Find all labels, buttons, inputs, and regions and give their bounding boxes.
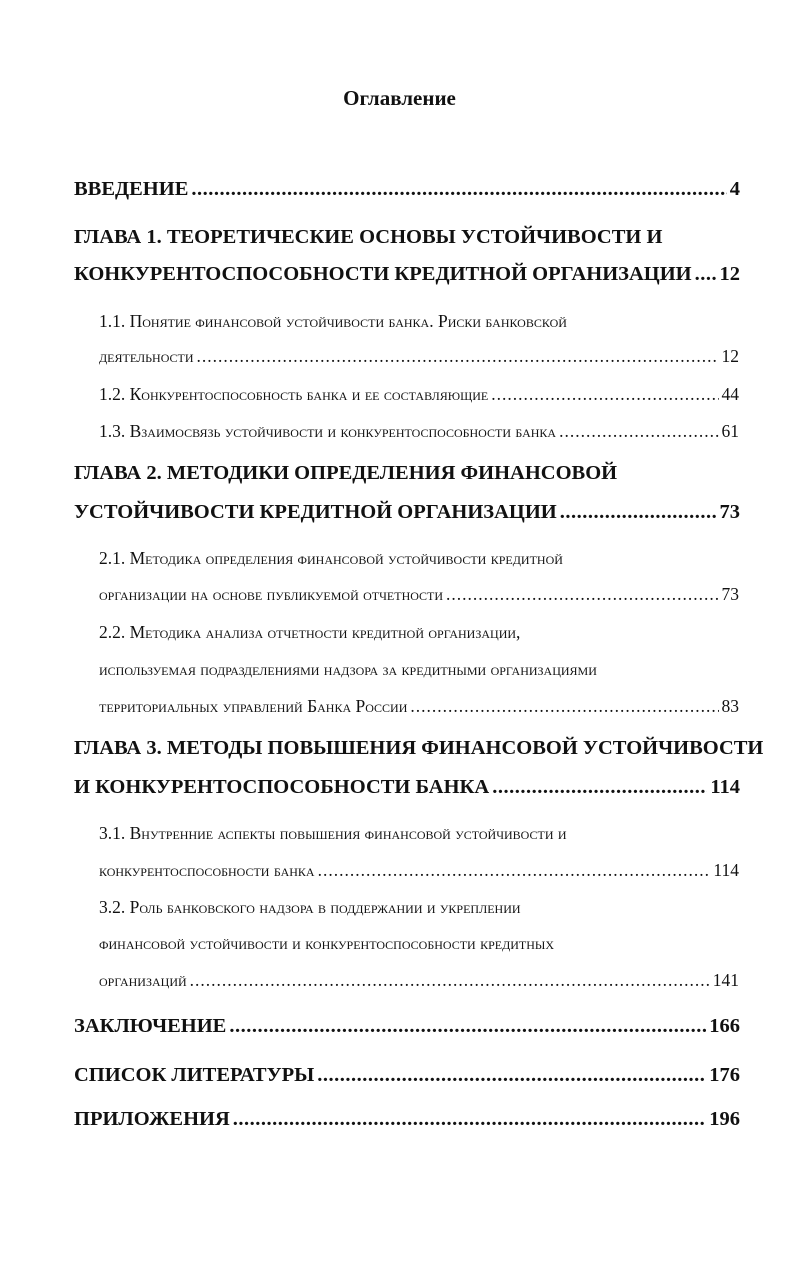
toc-entry-label: 1.3. Взаимосвязь устойчивости и конкурентоспособности банка	[99, 421, 557, 441]
toc-section-3-2-line-3[interactable]	[99, 970, 739, 991]
toc-entry-label: организации на основе публикуемой отчетности	[99, 584, 444, 604]
toc-entry-label: 1.2. Конкурентоспособность банка и ее составляющие	[99, 384, 489, 404]
toc-page-number: 176	[709, 1064, 740, 1086]
toc-page-number: 73	[719, 501, 740, 523]
dot-leader	[197, 346, 719, 367]
toc-chapter-3-line-2[interactable]	[74, 776, 740, 799]
toc-entry-label: И КОНКУРЕНТОСПОСОБНОСТИ БАНКА	[74, 776, 490, 798]
toc-section-3-2-line-2[interactable]	[99, 933, 739, 954]
toc-entry-appendices[interactable]	[74, 1108, 740, 1131]
toc-entry-label: 3.2. Роль банковского надзора в поддержании и укреплении	[99, 897, 521, 917]
toc-section-1-3[interactable]	[99, 421, 739, 442]
toc-section-2-2-line-3[interactable]	[99, 696, 739, 717]
toc-section-3-2-line-1[interactable]	[99, 897, 739, 918]
toc-entry-label: 3.1. Внутренние аспекты повышения финансовой устойчивости и	[99, 823, 567, 843]
toc-page-number: 61	[721, 421, 739, 441]
toc-entry-label: используемая подразделениями надзора за кредитными организациями	[99, 659, 597, 679]
dot-leader	[410, 696, 718, 717]
toc-section-2-2-line-2[interactable]	[99, 659, 759, 680]
dot-leader	[560, 501, 717, 524]
toc-page-number: 4	[729, 178, 740, 200]
toc-section-3-1-line-2[interactable]	[99, 860, 739, 881]
toc-entry-label: ПРИЛОЖЕНИЯ	[74, 1108, 230, 1130]
toc-entry-label: 2.1. Методика определения финансовой устойчивости кредитной	[99, 548, 563, 568]
toc-entry-label: территориальных управлений Банка России	[99, 696, 408, 716]
toc-page-number: 166	[709, 1015, 740, 1037]
toc-page-number: 114	[713, 860, 739, 880]
toc-entry-conclusion[interactable]	[74, 1015, 740, 1038]
toc-entry-label: УСТОЙЧИВОСТИ КРЕДИТНОЙ ОРГАНИЗАЦИИ	[74, 501, 557, 523]
toc-entry-label: КОНКУРЕНТОСПОСОБНОСТИ КРЕДИТНОЙ ОРГАНИЗАЦИИ	[74, 263, 692, 285]
dot-leader	[491, 384, 718, 405]
toc-page-number: 73	[721, 584, 739, 604]
dot-leader	[318, 860, 711, 881]
toc-entry-label: СПИСОК ЛИТЕРАТУРЫ	[74, 1064, 315, 1086]
toc-entry-label: деятельности	[99, 346, 194, 366]
toc-chapter-1-line-2[interactable]	[74, 263, 740, 286]
dot-leader	[191, 178, 726, 201]
toc-section-1-1-line-2[interactable]	[99, 346, 739, 367]
toc-section-1-1-line-1[interactable]	[99, 311, 739, 332]
toc-section-2-1-line-1[interactable]	[99, 548, 739, 569]
toc-entry-label: ГЛАВА 3. МЕТОДЫ ПОВЫШЕНИЯ ФИНАНСОВОЙ УСТОЙЧИВОСТИ	[74, 737, 764, 759]
toc-page-number: 12	[719, 263, 740, 285]
toc-page-number: 12	[721, 346, 739, 366]
toc-entry-references[interactable]	[74, 1064, 740, 1087]
toc-entry-label: ЗАКЛЮЧЕНИЕ	[74, 1015, 227, 1037]
toc-page-number: 83	[721, 696, 739, 716]
toc-entry-label: ГЛАВА 1. ТЕОРЕТИЧЕСКИЕ ОСНОВЫ УСТОЙЧИВОСТИ И	[74, 226, 663, 248]
toc-entry-label: ГЛАВА 2. МЕТОДИКИ ОПРЕДЕЛЕНИЯ ФИНАНСОВОЙ	[74, 462, 618, 484]
toc-entry-label: финансовой устойчивости и конкурентоспособности кредитных	[99, 933, 555, 953]
toc-section-3-1-line-1[interactable]	[99, 823, 739, 844]
toc-chapter-2-line-1[interactable]	[74, 462, 740, 485]
dot-leader	[190, 970, 710, 991]
toc-page-number: 141	[712, 970, 739, 990]
toc-page-number: 44	[721, 384, 739, 404]
toc-entry-label: организаций	[99, 970, 187, 990]
toc-title: Оглавление	[343, 86, 456, 110]
dot-leader	[229, 1015, 706, 1038]
toc-chapter-2-line-2[interactable]	[74, 501, 740, 524]
toc-entry-label: ВВЕДЕНИЕ	[74, 178, 189, 200]
dot-leader	[446, 584, 718, 605]
dot-leader	[695, 263, 717, 286]
dot-leader	[559, 421, 718, 442]
toc-section-2-2-line-1[interactable]	[99, 622, 739, 643]
dot-leader	[233, 1108, 706, 1131]
toc-entry-label: 1.1. Понятие финансовой устойчивости банка. Риски банковской	[99, 311, 567, 331]
toc-section-2-1-line-2[interactable]	[99, 584, 739, 605]
toc-chapter-3-line-1[interactable]	[74, 737, 764, 760]
dot-leader	[492, 776, 707, 799]
toc-entry-intro[interactable]	[74, 178, 740, 201]
toc-page-number: 196	[709, 1108, 740, 1130]
toc-section-1-2[interactable]	[99, 384, 739, 405]
toc-chapter-1-line-1[interactable]	[74, 226, 740, 249]
toc-page-number: 114	[710, 776, 740, 798]
toc-entry-label: конкурентоспособности банка	[99, 860, 315, 880]
dot-leader	[317, 1064, 706, 1087]
toc-entry-label: 2.2. Методика анализа отчетности кредитной организации,	[99, 622, 521, 642]
